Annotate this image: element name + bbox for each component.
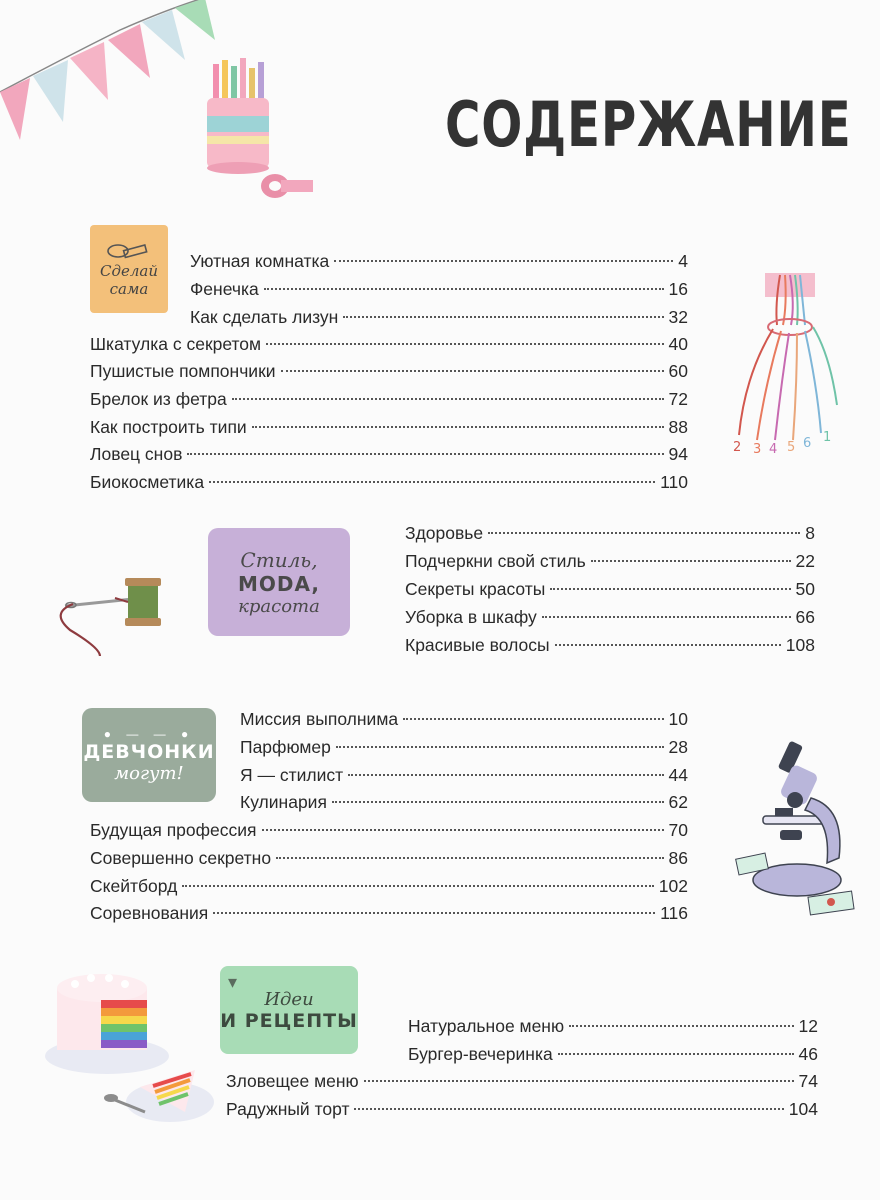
toc-entry[interactable]: Красивые волосы 108 [405, 635, 815, 655]
toc-entry[interactable]: Здоровье 8 [405, 523, 815, 543]
section-badge-style [208, 528, 350, 636]
bracelet-number: 2 [733, 440, 742, 455]
toc-entry[interactable]: Фенечка 16 [190, 279, 688, 299]
toc-entry[interactable]: Как сделать лизун 32 [190, 307, 688, 327]
toc-entry[interactable]: Соревнования 116 [90, 903, 688, 923]
pencil-cup-illustration [195, 58, 325, 208]
dots-divider-icon: ● — — ● [103, 726, 195, 741]
bracelet-number: 1 [823, 430, 832, 445]
bracelet-number: 5 [787, 440, 796, 455]
section-badge-girls-can [82, 708, 216, 802]
pencil-icon [104, 240, 154, 262]
toc-entry[interactable]: Бургер-вечеринка 46 [408, 1044, 818, 1064]
rainbow-cake-illustration [45, 962, 220, 1130]
badge-line1: Сделай [99, 262, 158, 280]
toc-entry[interactable]: Уборка в шкафу 66 [405, 607, 815, 627]
badge-line1: Идеи [264, 988, 314, 1010]
toc-entry[interactable]: Миссия выполнима 10 [240, 709, 688, 729]
badge-line2: И РЕЦЕПТЫ [220, 1009, 358, 1032]
microscope-illustration [735, 738, 865, 918]
toc-entry[interactable]: Скейтборд 102 [90, 876, 688, 896]
toc-entry[interactable]: Шкатулка с секретом 40 [90, 334, 688, 354]
toc-entry[interactable]: Будущая профессия 70 [90, 820, 688, 840]
bunting-flags-illustration [0, 0, 215, 150]
badge-line1: Стиль, [240, 547, 318, 572]
toc-entry[interactable]: Пушистые помпончики 60 [90, 361, 688, 381]
badge-line2: MODA, [238, 571, 320, 596]
toc-entry[interactable]: Секреты красоты 50 [405, 579, 815, 599]
toc-entry[interactable]: Парфюмер 28 [240, 737, 688, 757]
page-title: СОДЕРЖАНИЕ [445, 88, 852, 161]
toc-entry[interactable]: Подчеркни свой стиль 22 [405, 551, 815, 571]
badge-line2: сама [109, 280, 149, 298]
badge-line1: ДЕВЧОНКИ [83, 740, 215, 763]
toc-entry[interactable]: Радужный торт 104 [226, 1099, 818, 1119]
badge-line2: могут! [114, 762, 184, 784]
section-badge-diy [90, 225, 168, 313]
badge-line3: красота [238, 595, 320, 617]
toc-entry[interactable]: Биокосметика 110 [90, 472, 688, 492]
toc-entry[interactable]: Как построить типи 88 [90, 417, 688, 437]
icecream-cupcake-icons: ▾ [228, 972, 238, 992]
friendship-bracelet-illustration [725, 265, 845, 460]
toc-entry[interactable]: Натуральное меню 12 [408, 1016, 818, 1036]
toc-entry[interactable]: Ловец снов 94 [90, 444, 688, 464]
toc-entry[interactable]: Кулинария 62 [240, 792, 688, 812]
bracelet-number: 4 [769, 442, 778, 457]
toc-entry[interactable]: Я — стилист 44 [240, 765, 688, 785]
section-badge-recipes [220, 966, 358, 1054]
toc-entry[interactable]: Брелок из фетра 72 [90, 389, 688, 409]
toc-entry[interactable]: Совершенно секретно 86 [90, 848, 688, 868]
bracelet-number: 6 [803, 436, 812, 451]
toc-entry[interactable]: Зловещее меню 74 [226, 1071, 818, 1091]
toc-entry[interactable]: Уютная комнатка 4 [190, 251, 688, 271]
needle-thread-illustration [45, 568, 175, 663]
bracelet-number: 3 [753, 442, 762, 457]
